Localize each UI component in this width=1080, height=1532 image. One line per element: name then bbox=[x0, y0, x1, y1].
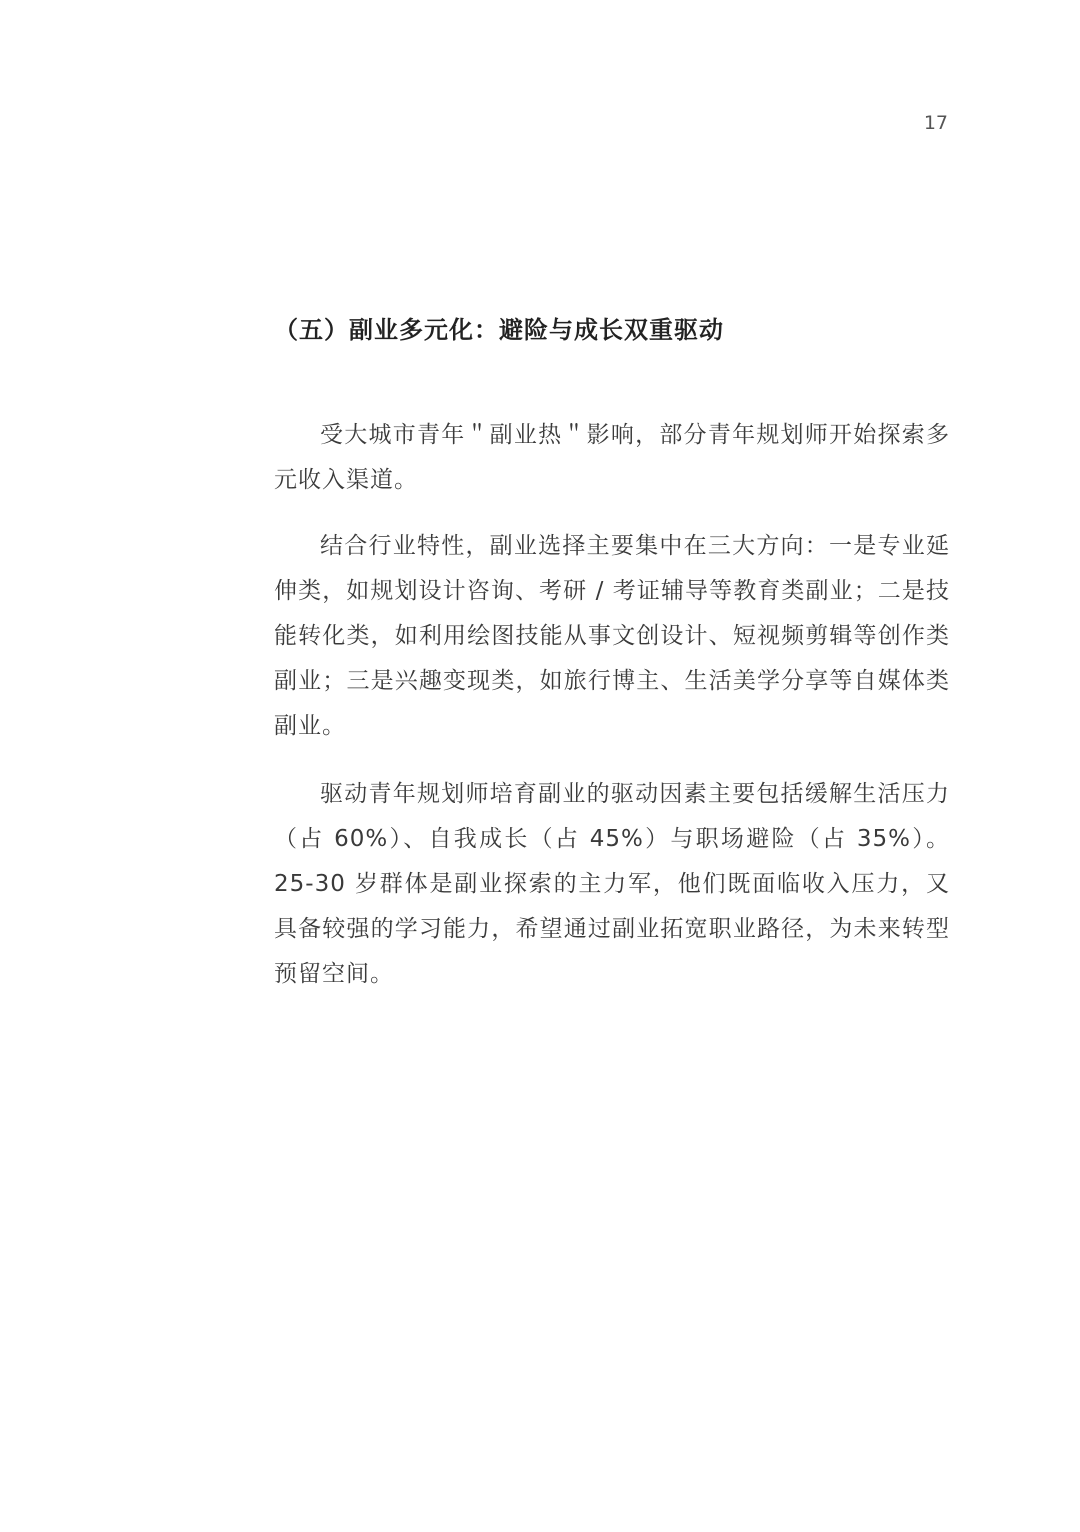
page-number: 17 bbox=[923, 112, 948, 134]
paragraph-side-job-trend: 受大城市青年＂副业热＂影响，部分青年规划师开始探索多元收入渠道。 bbox=[274, 422, 950, 493]
paragraph-side-job-directions: 结合行业特性，副业选择主要集中在三大方向：一是专业延伸类，如规划设计咨询、考研 / 考证辅导等教育类副业；二是技能转化类，如利用绘图技能从事文创设计、短视频剪辑等创作类副业；三是兴趣变现类，如旅行博主、生活美学分享等自媒体类副业。 bbox=[274, 533, 950, 739]
paragraph-side-job-drivers: 驱动青年规划师培育副业的驱动因素主要包括缓解生活压力（占 60%）、自我成长（占 45%）与职场避险（占 35%）。25-30 岁群体是副业探索的主力军，他们既面临收入压力，又具备较强的学习能力，希望通过副业拓宽职业路径，为未来转型预留空间。 bbox=[274, 781, 950, 987]
section-title: （五）副业多元化：避险与成长双重驱动 bbox=[274, 316, 724, 344]
